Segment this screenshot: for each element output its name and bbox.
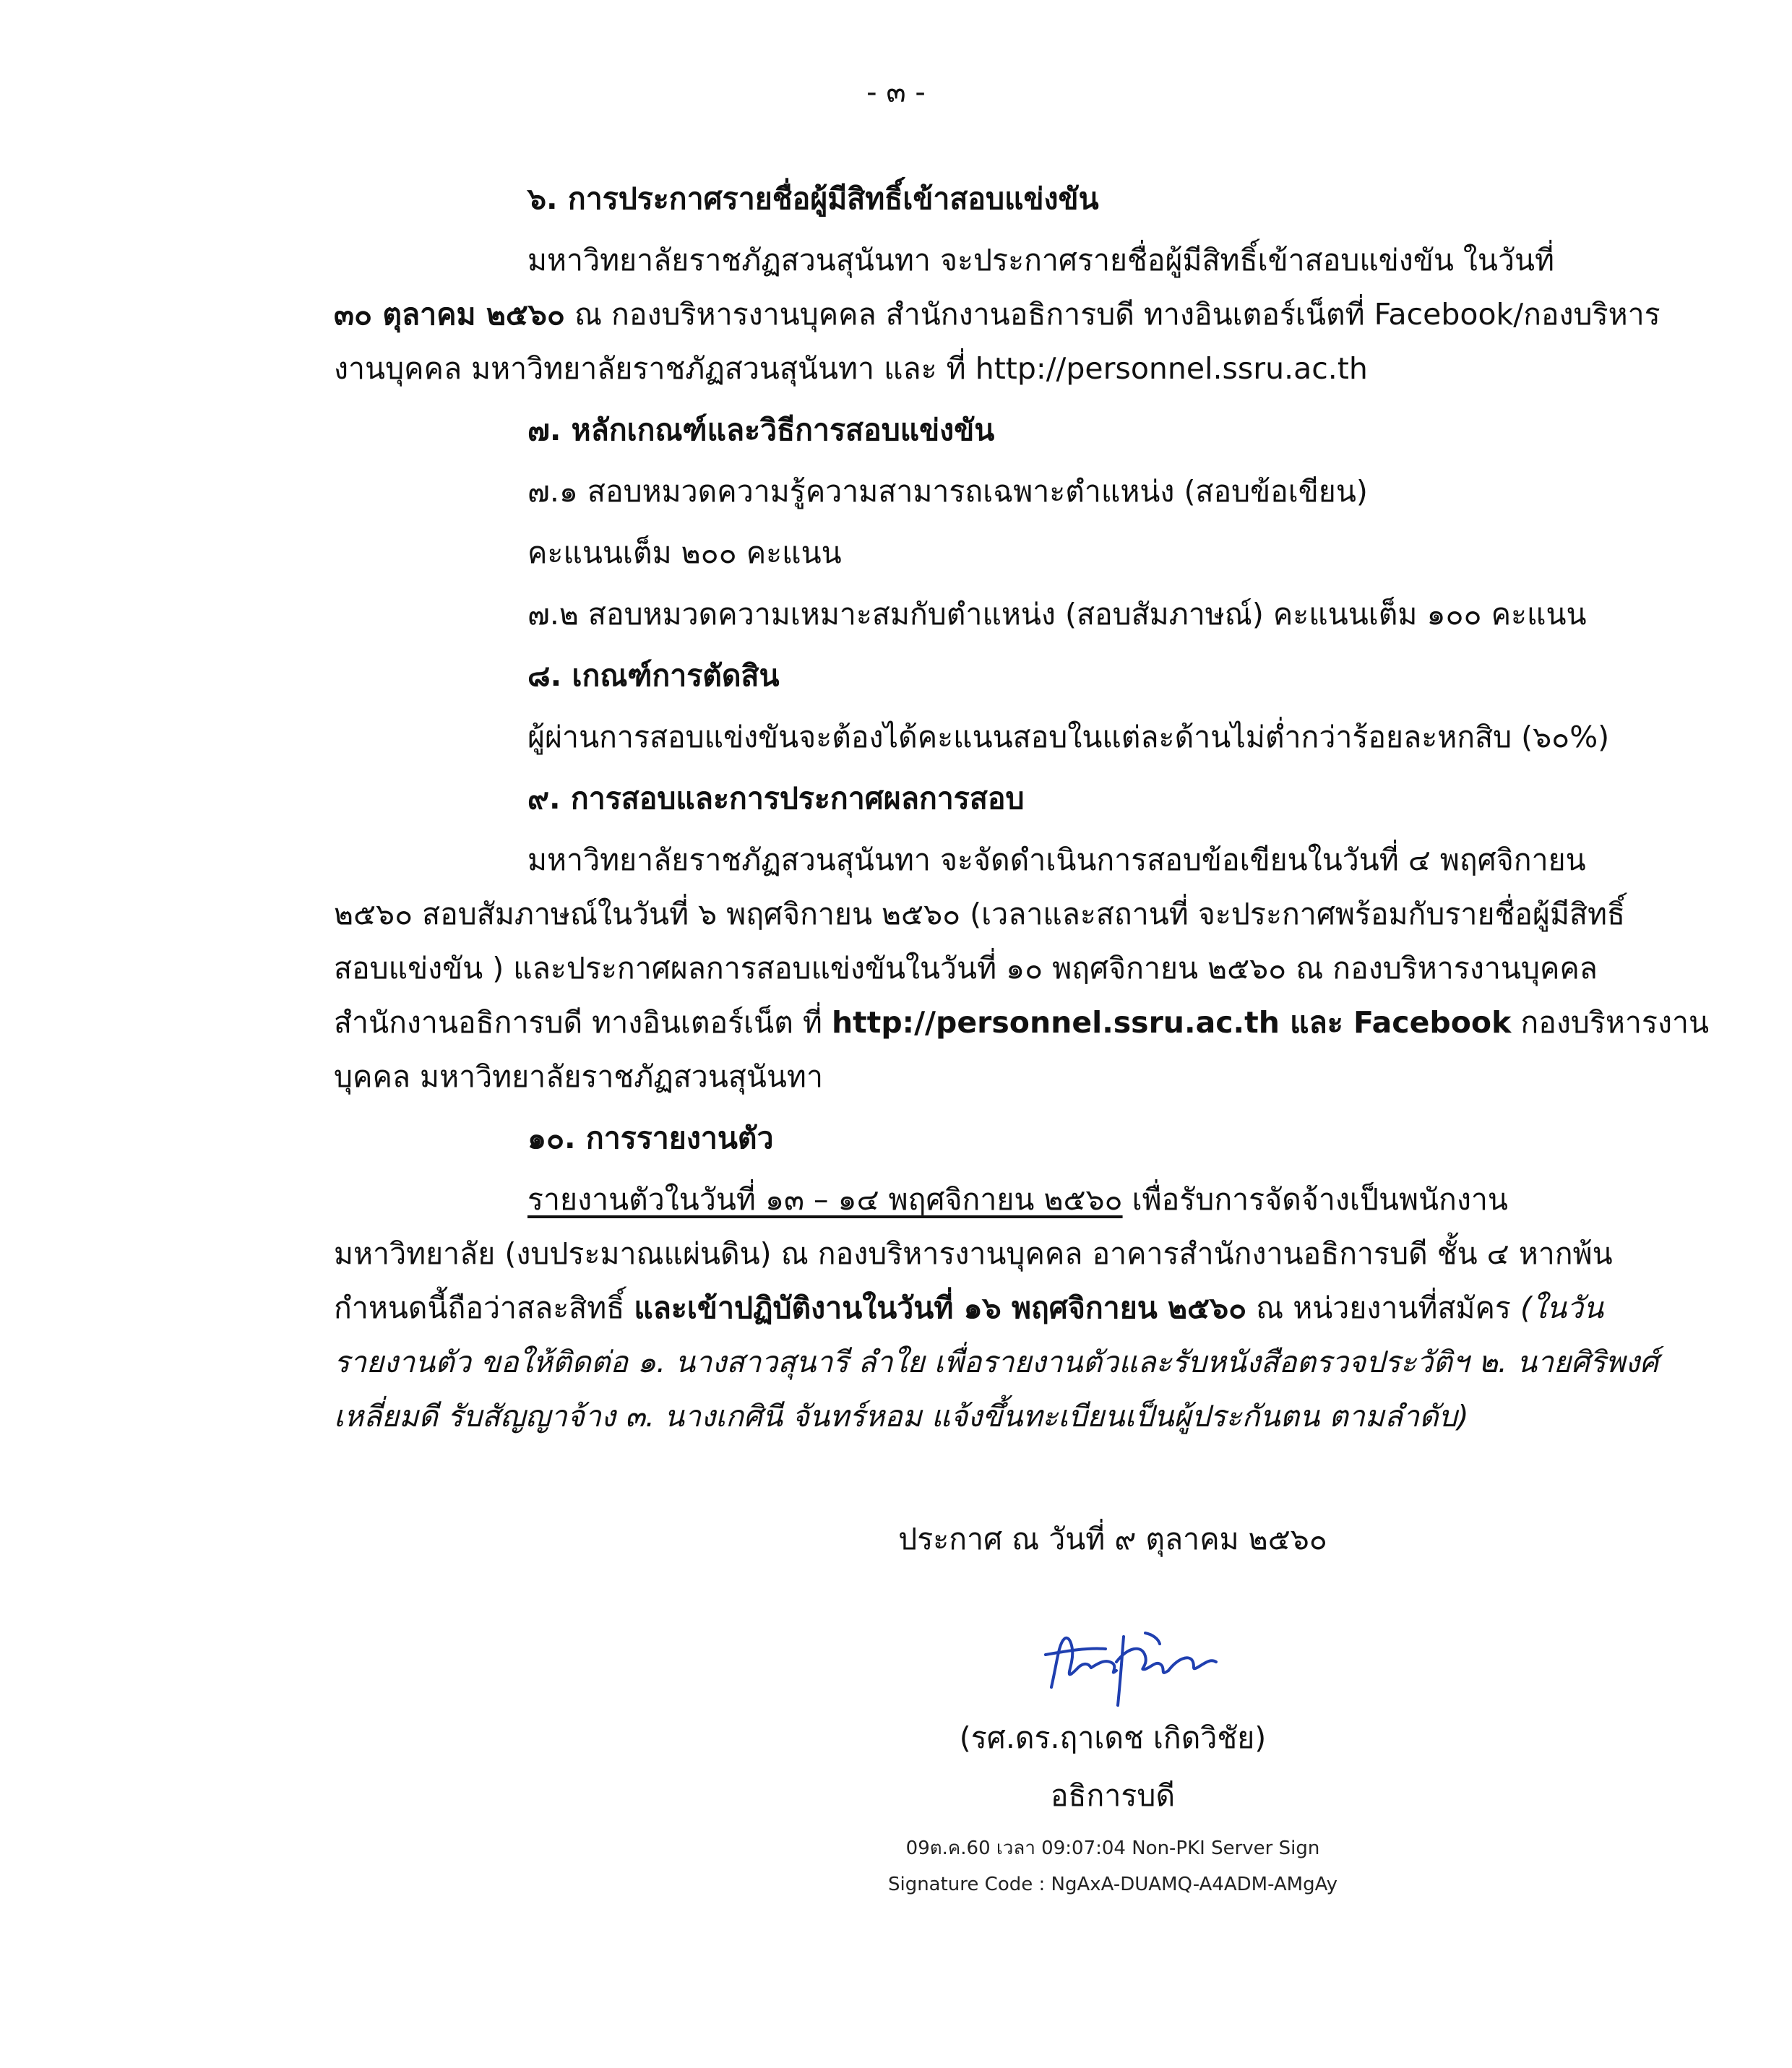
section-6-line-3: งานบุคคล มหาวิทยาลัยราชภัฏสวนสุนันทา และ ที่ http://personnel.ssru.ac.th [334, 351, 1368, 386]
section-9-line-4-start: สำนักงานอธิการบดี ทางอินเตอร์เน็ต ที่ [334, 1005, 832, 1040]
section-7-item-1-score: คะแนนเต็ม ๒๐๐ คะแนน [527, 535, 842, 570]
section-7-item-2: ๗.๒ สอบหมวดความเหมาะสมกับตำแหน่ง (สอบสัมภาษณ์) คะแนนเต็ม ๑๐๐ คะแนน [527, 597, 1587, 632]
signer-name: (รศ.ดร.ฤาเดช เกิดวิชัย) [959, 1720, 1267, 1755]
section-8-heading: ๘. เกณฑ์การตัดสิน [527, 658, 780, 693]
section-10-heading: ๑๐. การรายงานตัว [527, 1121, 774, 1155]
section-9-line-4-end: กองบริหารงาน [1511, 1005, 1710, 1040]
personnel-website-link[interactable]: http://personnel.ssru.ac.th และ Facebook [831, 1005, 1512, 1040]
section-10-line-1 [527, 1178, 1508, 1221]
section-9-line-2: ๒๕๖๐ สอบสัมภาษณ์ในวันที่ ๖ พฤศจิกายน ๒๕๖๐ (เวลาและสถานที่ จะประกาศพร้อมกับรายชื่อผู้มีสิทธิ์ [334, 897, 1626, 931]
section-7-heading: ๗. หลักเกณฑ์และวิธีการสอบแข่งขัน [527, 413, 995, 447]
section-10-line-3-start: กำหนดนี้ถือว่าสละสิทธิ์ [334, 1291, 634, 1325]
section-7-item-1: ๗.๑ สอบหมวดความรู้ความสามารถเฉพาะตำแหน่ง (สอบข้อเขียน) [527, 474, 1368, 509]
signature-code: Signature Code : NgAxA-DUAMQ-A4ADM-AMgAy [887, 1874, 1338, 1895]
section-10-line-3-italic: (ในวัน [1520, 1291, 1604, 1325]
section-9-line-1: มหาวิทยาลัยราชภัฏสวนสุนันทา จะจัดดำเนินการสอบข้อเขียนในวันที่ ๔ พฤศจิกายน [527, 843, 1586, 877]
exam-list-date: ๓๐ ตุลาคม ๒๕๖๐ [334, 297, 565, 332]
start-work-date: และเข้าปฏิบัติงานในวันที่ ๑๖ พฤศจิกายน ๒๕๖๐ [634, 1291, 1247, 1325]
page-number: - ๓ - [866, 76, 926, 109]
section-6-line-2 [334, 293, 1660, 336]
section-10-line-5: เหลี่ยมดี รับสัญญาจ้าง ๓. นางเกศินี จันทร์หอม แจ้งขึ้นทะเบียนเป็นผู้ประกันตน ตามลำดับ) [334, 1399, 1469, 1434]
section-10-line-3-mid: ณ หน่วยงานที่สมัคร [1246, 1291, 1520, 1325]
section-10-line-1-rest: เพื่อรับการจัดจ้างเป็นพนักงาน [1122, 1182, 1508, 1217]
section-9-line-3: สอบแข่งขัน ) และประกาศผลการสอบแข่งขันในวันที่ ๑๐ พฤศจิกายน ๒๕๖๐ ณ กองบริหารงานบุคคล [334, 951, 1598, 986]
section-6-line-2-rest: ณ กองบริหารงานบุคคล สำนักงานอธิการบดี ทางอินเตอร์เน็ตที่ Facebook/กองบริหาร [564, 297, 1660, 332]
sign-timestamp: 09ต.ค.60 เวลา 09:07:04 Non-PKI Server Sign [905, 1837, 1320, 1859]
announcement-date: ประกาศ ณ วันที่ ๙ ตุลาคม ๒๕๖๐ [898, 1522, 1327, 1556]
section-10-line-2: มหาวิทยาลัย (งบประมาณแผ่นดิน) ณ กองบริหารงานบุคคล อาคารสำนักงานอธิการบดี ชั้น ๔ หากพ้น [334, 1236, 1613, 1271]
section-9-heading: ๙. การสอบและการประกาศผลการสอบ [527, 781, 1025, 816]
report-date-underlined: รายงานตัวในวันที่ ๑๓ – ๑๔ พฤศจิกายน ๒๕๖๐ [527, 1182, 1123, 1217]
signer-title: อธิการบดี [1050, 1778, 1176, 1813]
section-9-line-4 [334, 1001, 1709, 1044]
section-6-heading: ๖. การประกาศรายชื่อผู้มีสิทธิ์เข้าสอบแข่งขัน [527, 181, 1099, 216]
section-10-line-4: รายงานตัว ขอให้ติดต่อ ๑. นางสาวสุนารี ลำใย เพื่อรายงานตัวและรับหนังสือตรวจประวัติฯ ๒. นายศิริพงศ์ [334, 1345, 1659, 1379]
section-8-text: ผู้ผ่านการสอบแข่งขันจะต้องได้คะแนนสอบในแต่ละด้านไม่ต่ำกว่าร้อยละหกสิบ (๖๐%) [527, 720, 1610, 754]
section-9-line-5: บุคคล มหาวิทยาลัยราชภัฏสวนสุนันทา [334, 1059, 823, 1094]
handwritten-signature [1037, 1619, 1232, 1712]
section-6-line-1: มหาวิทยาลัยราชภัฏสวนสุนันทา จะประกาศรายชื่อผู้มีสิทธิ์เข้าสอบแข่งขัน ในวันที่ [527, 243, 1555, 277]
section-10-line-3 [334, 1286, 1603, 1330]
